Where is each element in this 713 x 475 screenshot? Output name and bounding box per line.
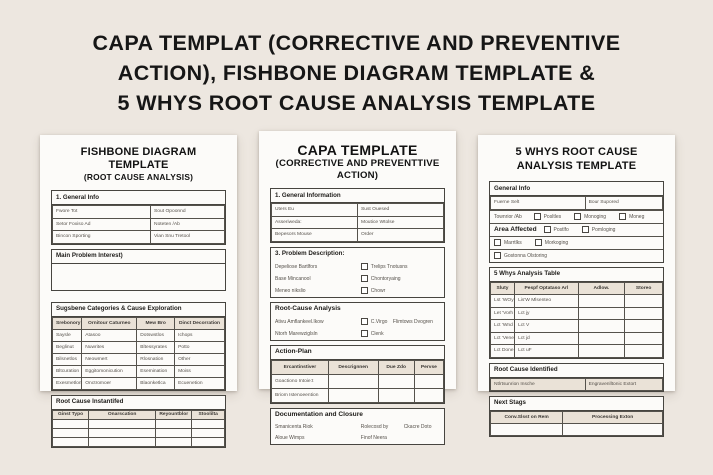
fishbone-general-info-section bbox=[51, 190, 226, 245]
table-cell: Noteten /Ab bbox=[151, 218, 225, 231]
five-whys-template-page bbox=[478, 135, 675, 420]
capa-documentation-section bbox=[270, 408, 445, 445]
checkbox-item bbox=[361, 318, 433, 325]
table-cell: Lct 'Wnd bbox=[491, 320, 515, 333]
checkbox-icon bbox=[544, 226, 551, 233]
checkbox-item bbox=[494, 239, 522, 246]
table-cell bbox=[625, 345, 663, 358]
next-steps-table bbox=[490, 411, 663, 436]
capa-subtitle: (CORRECTIVE AND PREVENTTIVE ACTION) bbox=[275, 158, 440, 181]
field-label: Base Mincanool bbox=[275, 275, 311, 282]
capa-action-plan-section bbox=[270, 345, 445, 404]
checkbox-label: Pomloging bbox=[591, 226, 616, 233]
checklist-line bbox=[490, 223, 663, 236]
table-cell bbox=[328, 388, 378, 402]
checkbox-label: Moneg bbox=[629, 213, 645, 220]
checklist-line bbox=[490, 210, 663, 223]
table-cell: Briom Istenoeention bbox=[272, 388, 329, 402]
table-cell: Goactiono Intoie:t bbox=[272, 374, 329, 388]
field-label: Rolecosd by bbox=[360, 424, 389, 430]
table-header-cell: Pervse bbox=[414, 360, 443, 374]
table-cell bbox=[192, 437, 225, 446]
section-header: Next Stags bbox=[490, 397, 663, 411]
capa-title: CAPA TEMPLATE bbox=[297, 142, 418, 158]
page-title-line-1: CAPA TEMPLAT (CORRECTIVE AND PREVENTIVE bbox=[92, 31, 621, 55]
checkbox-item bbox=[361, 330, 384, 337]
checkbox-icon bbox=[361, 287, 368, 294]
table-header-cell: Srebonory bbox=[53, 317, 82, 329]
table-header-cell: Ercantinstiver bbox=[272, 360, 329, 374]
table-header-cell: Dinct Decorration bbox=[175, 317, 225, 329]
table-cell: Setor Foxiso Ad bbox=[53, 218, 151, 231]
table-cell bbox=[89, 428, 156, 437]
table-cell: Neowmert bbox=[82, 353, 137, 365]
table-header-cell: Processing Exton bbox=[563, 411, 663, 423]
table-cell: Saysle bbox=[53, 329, 82, 341]
closure-line bbox=[271, 433, 444, 444]
table-cell: Bour Supored bbox=[585, 197, 662, 210]
checkbox-item bbox=[361, 275, 401, 282]
table-cell: Ichops bbox=[175, 329, 225, 341]
fishbone-title: FISHBONE DIAGRAM TEMPLATE bbox=[80, 146, 197, 171]
table-cell bbox=[414, 388, 443, 402]
section-header: Root Cause Identified bbox=[490, 364, 663, 378]
table-cell: Moutice Wtolse bbox=[358, 216, 444, 229]
capa-problem-description-section bbox=[270, 247, 445, 298]
table-header-cell: Stoolilta bbox=[192, 410, 225, 419]
checkbox-label: Trelips Tnotusns bbox=[370, 263, 408, 270]
table-cell bbox=[378, 388, 414, 402]
checkbox-item bbox=[544, 226, 569, 233]
checkbox-label: Chontoryaing bbox=[370, 275, 401, 282]
field-label: Ckacre Doto bbox=[403, 424, 432, 430]
table-header-cell: Ginst Typo bbox=[53, 410, 89, 419]
checklist-line bbox=[271, 285, 444, 297]
checklist-line bbox=[271, 273, 444, 285]
table-cell bbox=[328, 374, 378, 388]
closure-line bbox=[271, 422, 444, 433]
five-whys-root-cause-section bbox=[489, 363, 664, 392]
checkbox-label: Chowr bbox=[370, 287, 386, 294]
table-header-cell: Due Zdo bbox=[378, 360, 414, 374]
field-label: Townrior /Ab bbox=[494, 213, 522, 220]
checklist-line bbox=[490, 236, 663, 249]
page-title-line-3: 5 WHYS ROOT CAUSE ANALYSIS TEMPLATE bbox=[117, 91, 596, 115]
table-cell bbox=[192, 419, 225, 428]
section-header: 3. Problem Description: bbox=[275, 250, 345, 257]
fishbone-subtitle: (ROOT CAUSE ANALYSIS) bbox=[83, 172, 194, 182]
section-header: Documentation and Closure bbox=[275, 411, 363, 418]
table-cell bbox=[625, 332, 663, 345]
checkbox-icon bbox=[361, 330, 368, 337]
field-label: Finof Neera bbox=[360, 435, 387, 441]
table-cell bbox=[156, 428, 192, 437]
checkbox-item bbox=[361, 263, 408, 270]
table-cell: Lct 'Vene bbox=[491, 332, 515, 345]
section-header: Root Cause Instantifed bbox=[52, 396, 225, 410]
table-cell bbox=[625, 307, 663, 320]
table-cell bbox=[378, 374, 414, 388]
action-plan-table bbox=[271, 360, 444, 403]
table-cell: Bltessyrates bbox=[137, 341, 175, 353]
checkbox-item bbox=[619, 213, 644, 220]
table-cell: Moiss bbox=[175, 365, 225, 377]
fishbone-root-cause-section bbox=[51, 395, 226, 448]
table-cell: Dotswstlos bbox=[137, 329, 175, 341]
checkbox-label: Gostonna Olstoring bbox=[504, 252, 548, 259]
table-cell: Order bbox=[358, 229, 444, 242]
area-affected-label: Area Affected bbox=[494, 226, 537, 233]
checkbox-item bbox=[582, 226, 616, 233]
table-cell: Bilsnetlos bbox=[53, 353, 82, 365]
checkbox-icon bbox=[534, 213, 541, 220]
table-cell: Sust Ouesed bbox=[358, 204, 444, 217]
table-header-cell: Ornitour Caturneo bbox=[82, 317, 137, 329]
root-cause-identified-table bbox=[490, 378, 663, 391]
table-cell: Bltcuration bbox=[53, 365, 82, 377]
table-cell: Beglinut bbox=[53, 341, 82, 353]
spacer bbox=[51, 295, 226, 302]
checkbox-group bbox=[494, 239, 568, 246]
table-header-cell: Conv.Slsst on Rem bbox=[491, 411, 563, 423]
five-whys-analysis-section bbox=[489, 267, 664, 359]
checkbox-label: Posltles bbox=[543, 213, 562, 220]
checkbox-label: Monoging bbox=[584, 213, 607, 220]
section-header: General Info bbox=[490, 182, 663, 196]
checkbox-label: C.Virgo Flimtows Dvogren bbox=[370, 318, 433, 325]
root-cause-table bbox=[52, 410, 225, 447]
fishbone-main-problem-section bbox=[51, 249, 226, 291]
table-cell: Onctromoer bbox=[82, 377, 137, 389]
table-cell: Rlosnation bbox=[137, 353, 175, 365]
table-cell: Ecuenetion bbox=[175, 377, 225, 389]
general-information-table bbox=[271, 203, 444, 242]
five-whys-general-info-section bbox=[489, 181, 664, 263]
fishbone-template-page bbox=[40, 135, 237, 417]
five-whys-next-steps-section bbox=[489, 396, 664, 437]
checkbox-icon bbox=[582, 226, 589, 233]
page-title bbox=[0, 28, 713, 118]
table-cell: Potto bbox=[175, 341, 225, 353]
field-label: Aloue Wimps bbox=[275, 435, 305, 441]
table-cell bbox=[53, 428, 89, 437]
table-cell: Eggitomonicution bbox=[82, 365, 137, 377]
field-label: Ativu Amflankeel.Ikow bbox=[275, 318, 324, 325]
table-cell bbox=[625, 320, 663, 333]
table-header-cell: Pespf Optataso Arl bbox=[515, 282, 579, 295]
table-cell: Nuwrites bbox=[82, 341, 137, 353]
table-cell: Blaonketlca bbox=[137, 377, 175, 389]
table-header-cell: Mew Bro bbox=[137, 317, 175, 329]
checkbox-group bbox=[534, 213, 645, 220]
table-cell: Ntlrtsunrion Insche bbox=[491, 378, 586, 390]
table-cell: Sout Opoonnd bbox=[151, 206, 225, 219]
table-header-cell: Descrignnen bbox=[328, 360, 378, 374]
table-cell bbox=[563, 423, 663, 435]
capa-general-information-section bbox=[270, 188, 445, 243]
section-header: Sugsbene Categories & Cause Exploration bbox=[52, 303, 225, 317]
page-title-line-2: ACTION), FISHBONE DIAGRAM TEMPLATE & bbox=[117, 61, 596, 85]
table-cell: Lct jy bbox=[515, 307, 579, 320]
checkbox-label: Clenk bbox=[370, 330, 384, 337]
checkbox-group bbox=[544, 226, 616, 233]
checklist-line bbox=[271, 261, 444, 273]
table-cell bbox=[625, 295, 663, 308]
five-whys-analysis-table bbox=[490, 282, 663, 358]
checkbox-item bbox=[361, 287, 385, 294]
checkbox-label: Morkoging bbox=[544, 239, 569, 246]
table-cell: Esemination bbox=[137, 365, 175, 377]
section-header: Action-Plan bbox=[271, 346, 444, 360]
checklist-line bbox=[271, 316, 444, 328]
section-header: Main Problem Interest) bbox=[52, 250, 225, 264]
categories-table bbox=[52, 317, 225, 390]
table-cell: Lct uF bbox=[515, 345, 579, 358]
checkbox-icon bbox=[361, 318, 368, 325]
table-cell bbox=[156, 437, 192, 446]
table-cell: Lis'W Mlsenteo bbox=[515, 295, 579, 308]
checklist-line bbox=[490, 249, 663, 262]
checkbox-item bbox=[574, 213, 606, 220]
table-cell: Lst 'WOy bbox=[491, 295, 515, 308]
table-header-cell: Onarscation bbox=[89, 410, 156, 419]
section-header: Root-Cause Analysis bbox=[275, 305, 341, 312]
table-cell bbox=[192, 428, 225, 437]
table-cell bbox=[53, 437, 89, 446]
table-header-cell: Adlow. bbox=[578, 282, 624, 295]
general-info-row-table bbox=[490, 196, 663, 210]
field-label bbox=[404, 435, 440, 441]
field-label: Depeliose Bartlfors bbox=[275, 263, 318, 270]
table-cell: Vian Snu Tretool bbox=[151, 231, 225, 244]
checkbox-icon bbox=[535, 239, 542, 246]
capa-root-cause-analysis-section bbox=[270, 302, 445, 341]
five-whys-title-line-2: ANALYSIS TEMPLATE bbox=[516, 159, 637, 172]
table-cell bbox=[491, 423, 563, 435]
table-cell: Lct V bbox=[515, 320, 579, 333]
table-header-cell: Reyountblor bbox=[156, 410, 192, 419]
table-cell: Asseriweda: bbox=[272, 216, 358, 229]
table-cell bbox=[578, 307, 624, 320]
table-cell: Lct Done bbox=[491, 345, 515, 358]
checkbox-item bbox=[534, 213, 562, 220]
field-label: Ntorh Marewziglsln bbox=[275, 330, 318, 337]
table-cell: Bepesors Mouse bbox=[272, 229, 358, 242]
table-cell: Uters Eu bbox=[272, 204, 358, 217]
table-cell bbox=[156, 419, 192, 428]
checkbox-icon bbox=[494, 239, 501, 246]
table-cell: Fuerne Selt bbox=[491, 197, 586, 210]
checkbox-icon bbox=[361, 263, 368, 270]
table-cell: Exesmetlon bbox=[53, 377, 82, 389]
checkbox-icon bbox=[619, 213, 626, 220]
checklist-line bbox=[271, 328, 444, 340]
checkbox-label: Marrtlks bbox=[504, 239, 522, 246]
general-info-table bbox=[52, 205, 225, 244]
checkbox-group bbox=[494, 252, 547, 259]
table-cell bbox=[578, 320, 624, 333]
table-cell: Lct jd bbox=[515, 332, 579, 345]
checkbox-item bbox=[535, 239, 568, 246]
table-cell: Engravenlltonic Extort bbox=[585, 378, 662, 390]
table-cell: Fwore Tot bbox=[53, 206, 151, 219]
checkbox-item bbox=[494, 252, 547, 259]
table-header-cell: Sluty bbox=[491, 282, 515, 295]
capa-template-page bbox=[259, 131, 456, 441]
table-cell bbox=[578, 345, 624, 358]
fishbone-categories-section bbox=[51, 302, 226, 391]
table-cell bbox=[89, 437, 156, 446]
table-cell: Atasoo bbox=[82, 329, 137, 341]
table-cell bbox=[89, 419, 156, 428]
section-header: 1. General Information bbox=[271, 189, 444, 203]
table-cell: Other bbox=[175, 353, 225, 365]
checkbox-label: Postlfo bbox=[553, 226, 569, 233]
table-cell bbox=[578, 295, 624, 308]
table-cell: Let 'Vorh bbox=[491, 307, 515, 320]
checkbox-icon bbox=[574, 213, 581, 220]
section-header: 5 Whys Analysis Table bbox=[490, 268, 663, 282]
table-cell bbox=[578, 332, 624, 345]
table-cell bbox=[414, 374, 443, 388]
main-problem-write-area bbox=[52, 264, 225, 290]
field-label: Smanicenta Riok bbox=[275, 424, 313, 430]
table-header-cell: Storeo bbox=[625, 282, 663, 295]
table-cell bbox=[53, 419, 89, 428]
field-label: Meneo nikslio bbox=[275, 287, 306, 294]
checkbox-icon bbox=[494, 252, 501, 259]
checkbox-icon bbox=[361, 275, 368, 282]
table-cell: Bincon Sporting bbox=[53, 231, 151, 244]
section-header: 1. General Info bbox=[52, 191, 225, 205]
five-whys-title-line-1: 5 WHYS ROOT CAUSE bbox=[515, 146, 638, 158]
